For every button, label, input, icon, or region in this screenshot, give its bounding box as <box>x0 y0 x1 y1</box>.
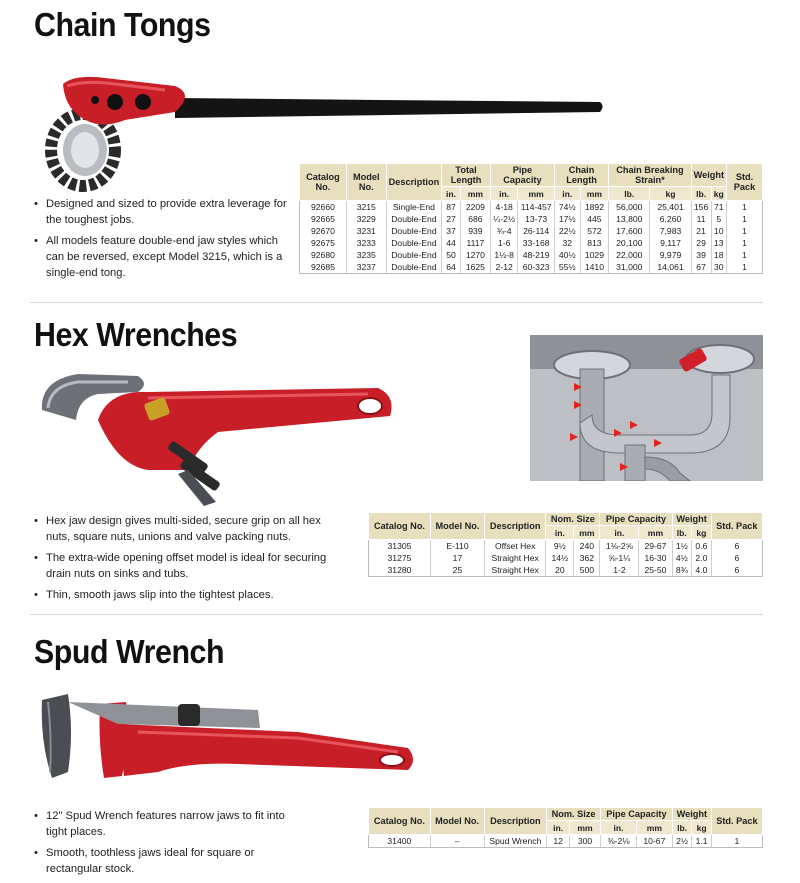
col-nom-size: Nom. Size <box>547 808 601 821</box>
table-cell: 114-457 <box>518 201 555 214</box>
table-row <box>300 237 763 249</box>
col-std-pack: Std. Pack <box>711 808 762 835</box>
table-cell: 2.0 <box>692 552 712 564</box>
col-description: Description <box>386 164 442 201</box>
unit-in: in. <box>546 526 574 540</box>
unit-mm: mm <box>460 187 490 201</box>
table-cell: 6 <box>711 564 762 577</box>
table-cell: 1 <box>727 249 763 261</box>
section-divider <box>30 302 763 303</box>
col-weight: Weight <box>691 164 726 187</box>
table-cell: 26-114 <box>518 225 555 237</box>
table-cell: – <box>430 835 484 848</box>
sink-drain-photo <box>530 335 763 481</box>
table-cell: 2½ <box>672 835 692 848</box>
spud-wrench-feature: • 12" Spud Wrench features narrow jaws to fit into tight places. <box>34 808 294 840</box>
col-chain-breaking: Chain Breaking Strain* <box>609 164 691 187</box>
unit-mm: mm <box>639 526 672 540</box>
table-cell: Single-End <box>386 201 442 214</box>
unit-kg: kg <box>692 821 712 835</box>
table-cell: 1.1 <box>692 835 712 848</box>
hex-wrench-photo <box>38 370 398 510</box>
col-catalog: Catalog No. <box>300 164 347 201</box>
table-cell: 1 <box>727 201 763 214</box>
col-chain-length: Chain Length <box>554 164 608 187</box>
table-cell: 4½ <box>672 552 692 564</box>
col-weight: Weight <box>672 513 711 526</box>
table-cell: 31280 <box>369 564 431 577</box>
table-cell: 25-50 <box>639 564 672 577</box>
unit-mm: mm <box>570 821 601 835</box>
table-cell: 29 <box>691 237 711 249</box>
hex-wrenches-feature: • The extra-wide opening offset model is ideal for securing drain nuts on sinks and tubs. <box>34 550 339 582</box>
table-cell: 0.6 <box>692 540 712 553</box>
table-cell: 1 <box>727 237 763 249</box>
table-cell: 16-30 <box>639 552 672 564</box>
table-cell: 50 <box>442 249 461 261</box>
hex-wrenches-title: Hex Wrenches <box>34 316 238 353</box>
table-cell: 92660 <box>310 202 335 212</box>
table-cell: 9,117 <box>650 237 691 249</box>
col-pipe-capacity: Pipe Capacity <box>601 808 673 821</box>
table-cell: 686 <box>460 213 490 225</box>
table-cell: 92665 <box>310 214 335 224</box>
unit-lb: lb. <box>672 526 692 540</box>
table-cell: 92675 <box>310 238 335 248</box>
table-cell: 64 <box>442 261 461 274</box>
table-cell: 8¾ <box>672 564 692 577</box>
table-cell: 1892 <box>580 201 609 214</box>
table-cell: 17,600 <box>609 225 650 237</box>
table-cell: 30 <box>711 261 727 274</box>
table-cell: 1270 <box>460 249 490 261</box>
table-cell: 25,401 <box>650 201 691 214</box>
chain-tongs-features <box>34 196 296 286</box>
table-cell: 31305 <box>387 541 412 551</box>
table-cell: 500 <box>574 564 600 577</box>
table-cell: 11 <box>691 213 711 225</box>
table-cell: 92685 <box>300 261 347 274</box>
col-model: Model No. <box>430 513 484 540</box>
table-cell: 3233 <box>346 237 386 249</box>
table-cell: 3237 <box>346 261 386 274</box>
col-model: Model No. <box>430 808 484 835</box>
table-cell: 2-12 <box>490 261 517 274</box>
table-cell: Double-End <box>386 213 442 225</box>
col-pipe-capacity: Pipe Capacity <box>600 513 672 526</box>
table-row <box>300 261 763 274</box>
table-cell: 56,000 <box>609 201 650 214</box>
table-cell: 29-67 <box>639 540 672 553</box>
table-cell: Double-End <box>386 225 442 237</box>
table-cell: E-110 <box>430 540 484 553</box>
table-cell: 10-67 <box>636 835 672 848</box>
table-cell: 31,000 <box>609 261 650 274</box>
table-cell: 1029 <box>580 249 609 261</box>
table-cell: Double-End <box>386 261 442 274</box>
table-row <box>369 540 763 553</box>
table-row <box>300 249 763 261</box>
table-row <box>369 835 763 848</box>
table-cell: 6 <box>711 540 762 553</box>
unit-in: in. <box>547 821 570 835</box>
table-cell: 13,800 <box>609 213 650 225</box>
table-cell: 39 <box>691 249 711 261</box>
col-nom-size: Nom. Size <box>546 513 600 526</box>
unit-in: in. <box>490 187 517 201</box>
table-row <box>369 564 763 577</box>
table-cell: 240 <box>574 540 600 553</box>
table-cell: 1 <box>727 261 763 274</box>
col-description: Description <box>484 808 547 835</box>
unit-mm: mm <box>518 187 555 201</box>
col-description: Description <box>484 513 545 540</box>
table-cell: 572 <box>580 225 609 237</box>
table-cell: 1⅛-2⅝ <box>600 540 639 553</box>
table-row <box>369 552 763 564</box>
table-cell: 1 <box>727 213 763 225</box>
table-cell: 445 <box>580 213 609 225</box>
col-std-pack: Std. Pack <box>727 164 763 201</box>
table-cell: 14½ <box>546 552 574 564</box>
table-cell: 21 <box>691 225 711 237</box>
table-cell: 4.0 <box>692 564 712 577</box>
table-cell: 32 <box>554 237 580 249</box>
table-cell: 1-6 <box>490 237 517 249</box>
table-cell: 37 <box>442 225 461 237</box>
table-cell: 1½ <box>672 540 692 553</box>
col-std-pack: Std. Pack <box>711 513 762 540</box>
table-cell: 13-73 <box>518 213 555 225</box>
table-cell: 1625 <box>460 261 490 274</box>
hex-wrenches-spec-table <box>368 512 763 577</box>
hex-wrenches-features <box>34 513 339 608</box>
table-cell: 6 <box>711 552 762 564</box>
chain-tongs-title: Chain Tongs <box>34 6 211 43</box>
table-cell: 27 <box>442 213 461 225</box>
table-cell: 31400 <box>369 835 431 848</box>
unit-lb: lb. <box>609 187 650 201</box>
unit-mm: mm <box>580 187 609 201</box>
table-cell: ¾-4 <box>490 225 517 237</box>
table-cell: 10 <box>711 225 727 237</box>
table-cell: 7,983 <box>650 225 691 237</box>
table-row <box>300 225 763 237</box>
chain-tongs-feature: • Designed and sized to provide extra leverage for the toughest jobs. <box>34 196 296 228</box>
col-total-length: Total Length <box>442 164 491 187</box>
table-cell: 3229 <box>346 213 386 225</box>
col-model: Model No. <box>346 164 386 201</box>
table-cell: 2209 <box>460 201 490 214</box>
table-row <box>300 213 763 225</box>
table-cell: 813 <box>580 237 609 249</box>
unit-kg: kg <box>650 187 691 201</box>
section-divider <box>30 614 763 615</box>
table-cell: 4-18 <box>490 201 517 214</box>
col-weight: Weight <box>672 808 711 821</box>
table-cell: 31275 <box>387 553 412 563</box>
table-cell: 25 <box>430 564 484 577</box>
unit-in: in. <box>600 526 639 540</box>
table-cell: 362 <box>574 552 600 564</box>
table-cell: Spud Wrench <box>484 835 547 848</box>
table-cell: Straight Hex <box>484 564 545 577</box>
table-cell: 3215 <box>346 201 386 214</box>
table-cell: 22½ <box>554 225 580 237</box>
table-cell: 92670 <box>310 226 335 236</box>
table-cell: 18 <box>711 249 727 261</box>
table-cell: 3235 <box>346 249 386 261</box>
table-cell: Double-End <box>386 249 442 261</box>
table-cell: 17 <box>430 552 484 564</box>
unit-lb: lb. <box>691 187 711 201</box>
table-cell: 1-2 <box>600 564 639 577</box>
chain-tongs-feature: • All models feature double-end jaw styles which can be reversed, except Model 3215, which is a single-end tong. <box>34 233 296 281</box>
table-cell: 1410 <box>580 261 609 274</box>
table-cell: 300 <box>570 835 601 848</box>
table-cell: Offset Hex <box>484 540 545 553</box>
spud-wrench-spec-table <box>368 807 763 848</box>
unit-in: in. <box>442 187 461 201</box>
table-cell: 3231 <box>346 225 386 237</box>
spud-wrench-photo <box>38 692 418 802</box>
spud-wrench-feature: • Smooth, toothless jaws ideal for square or rectangular stock. <box>34 845 294 877</box>
table-cell: Straight Hex <box>484 552 545 564</box>
table-cell: 1½-8 <box>490 249 517 261</box>
hex-wrenches-feature: • Thin, smooth jaws slip into the tightest places. <box>34 587 339 603</box>
unit-lb: lb. <box>672 821 692 835</box>
col-pipe-capacity: Pipe Capacity <box>490 164 554 187</box>
table-cell: 9,979 <box>650 249 691 261</box>
col-catalog: Catalog No. <box>369 513 431 540</box>
spud-wrench-title: Spud Wrench <box>34 633 225 670</box>
table-cell: 74½ <box>554 201 580 214</box>
chain-tongs-spec-table <box>299 163 763 274</box>
table-cell: 55½ <box>554 261 580 274</box>
table-cell: 20,100 <box>609 237 650 249</box>
table-cell: 67 <box>691 261 711 274</box>
table-cell: 6,260 <box>650 213 691 225</box>
table-cell: 156 <box>691 201 711 214</box>
unit-mm: mm <box>636 821 672 835</box>
table-cell: 20 <box>546 564 574 577</box>
table-cell: 22,000 <box>609 249 650 261</box>
table-cell: 1 <box>711 835 762 848</box>
table-row <box>300 201 763 214</box>
table-cell: 17½ <box>554 213 580 225</box>
table-cell: 48-219 <box>518 249 555 261</box>
table-cell: ¼-2½ <box>490 213 517 225</box>
unit-kg: kg <box>692 526 712 540</box>
table-cell: 71 <box>711 201 727 214</box>
table-cell: 12 <box>547 835 570 848</box>
unit-in: in. <box>554 187 580 201</box>
hex-wrenches-feature: • Hex jaw design gives multi-sided, secure grip on all hex nuts, square nuts, unions and valve packing nuts. <box>34 513 339 545</box>
table-cell: 9½ <box>546 540 574 553</box>
table-cell: Double-End <box>386 237 442 249</box>
table-cell: 1117 <box>460 237 490 249</box>
table-cell: 1 <box>727 225 763 237</box>
table-cell: 13 <box>711 237 727 249</box>
unit-in: in. <box>601 821 637 835</box>
unit-mm: mm <box>574 526 600 540</box>
table-cell: 5 <box>711 213 727 225</box>
unit-kg: kg <box>711 187 727 201</box>
table-cell: 87 <box>442 201 461 214</box>
table-cell: ⅝-1¼ <box>600 552 639 564</box>
table-cell: 14,061 <box>650 261 691 274</box>
table-cell: 939 <box>460 225 490 237</box>
table-cell: 40½ <box>554 249 580 261</box>
table-cell: 60-323 <box>518 261 555 274</box>
spud-wrench-features <box>34 808 294 882</box>
col-catalog: Catalog No. <box>369 808 431 835</box>
table-cell: 44 <box>442 237 461 249</box>
table-cell: ⅜-2⅛ <box>601 835 637 848</box>
table-cell: 92680 <box>310 250 335 260</box>
table-cell: 33-168 <box>518 237 555 249</box>
